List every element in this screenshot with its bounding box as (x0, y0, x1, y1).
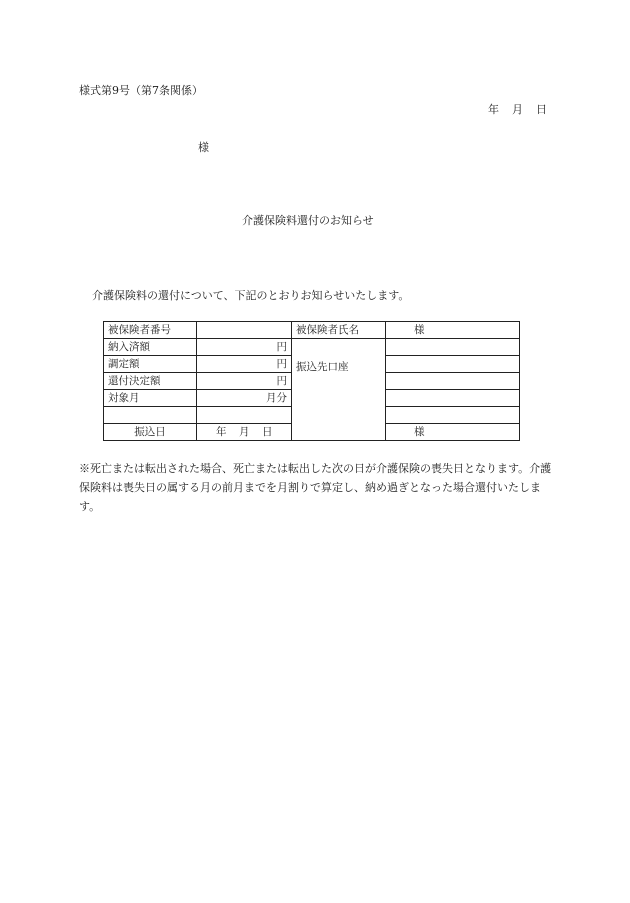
bank-account-row-2 (386, 356, 519, 373)
adjusted-amount-value (197, 356, 292, 373)
paid-amount-value (197, 339, 292, 356)
blank-value-cell (197, 407, 292, 424)
adjusted-amount-label-cell (104, 356, 197, 373)
paid-amount-label-cell (104, 339, 197, 356)
blank-label-cell (104, 407, 197, 424)
insured-name-honorific: 様 (414, 324, 425, 336)
target-month-value (197, 390, 292, 407)
document-title: 介護保険料還付のお知らせ (242, 214, 374, 227)
insured-number-label-cell (104, 322, 197, 339)
insured-number-label: 被保険者番号 (108, 324, 171, 336)
insured-name-value (386, 322, 519, 339)
refund-decided-value (197, 373, 292, 390)
date-day-label: 日 (536, 103, 547, 116)
refund-decided-label-cell (104, 373, 197, 390)
transfer-year-label: 年 (216, 426, 227, 438)
transfer-date-label-cell (104, 424, 197, 441)
target-month-unit: 月分 (266, 392, 287, 404)
insured-name-label-cell (292, 322, 386, 339)
paid-amount-unit: 円 (276, 341, 287, 353)
transfer-day-label: 日 (262, 426, 273, 438)
date-year-label: 年 (488, 103, 499, 116)
bank-account-row-3 (386, 373, 519, 390)
intro-text: 介護保険料の還付について、下記のとおりお知らせいたします。 (92, 289, 410, 302)
refund-info-table (103, 321, 520, 441)
adjusted-amount-label: 調定額 (108, 358, 140, 370)
bank-account-row-5 (386, 407, 519, 424)
bank-account-label-cell (292, 339, 386, 441)
transfer-date-label: 振込日 (134, 426, 166, 438)
paid-amount-label: 納入済額 (108, 341, 150, 353)
refund-decided-label: 還付決定額 (108, 375, 161, 387)
target-month-label-cell (104, 390, 197, 407)
adjusted-amount-unit: 円 (276, 358, 287, 370)
date-month-label: 月 (512, 103, 523, 116)
transfer-month-label: 月 (239, 426, 250, 438)
account-holder-cell (386, 424, 519, 441)
recipient-honorific: 様 (198, 141, 209, 154)
account-holder-honorific: 様 (414, 426, 425, 438)
insured-name-label: 被保険者氏名 (296, 324, 359, 336)
form-number: 様式第9号（第7条関係） (79, 84, 203, 97)
insured-number-value (197, 322, 292, 339)
transfer-date-value (197, 424, 292, 441)
refund-decided-unit: 円 (276, 375, 287, 387)
bank-account-row-1 (386, 339, 519, 356)
refund-note: ※死亡または転出された場合、死亡または転出した次の日が介護保険の喪失日となります。介護保険料は喪失日の属する月の前月までを月割りで算定し、納め過ぎとなった場合還付いたします。 (79, 462, 552, 513)
bank-account-row-4 (386, 390, 519, 407)
target-month-label: 対象月 (108, 392, 140, 404)
bank-account-label: 振込先口座 (296, 361, 349, 373)
